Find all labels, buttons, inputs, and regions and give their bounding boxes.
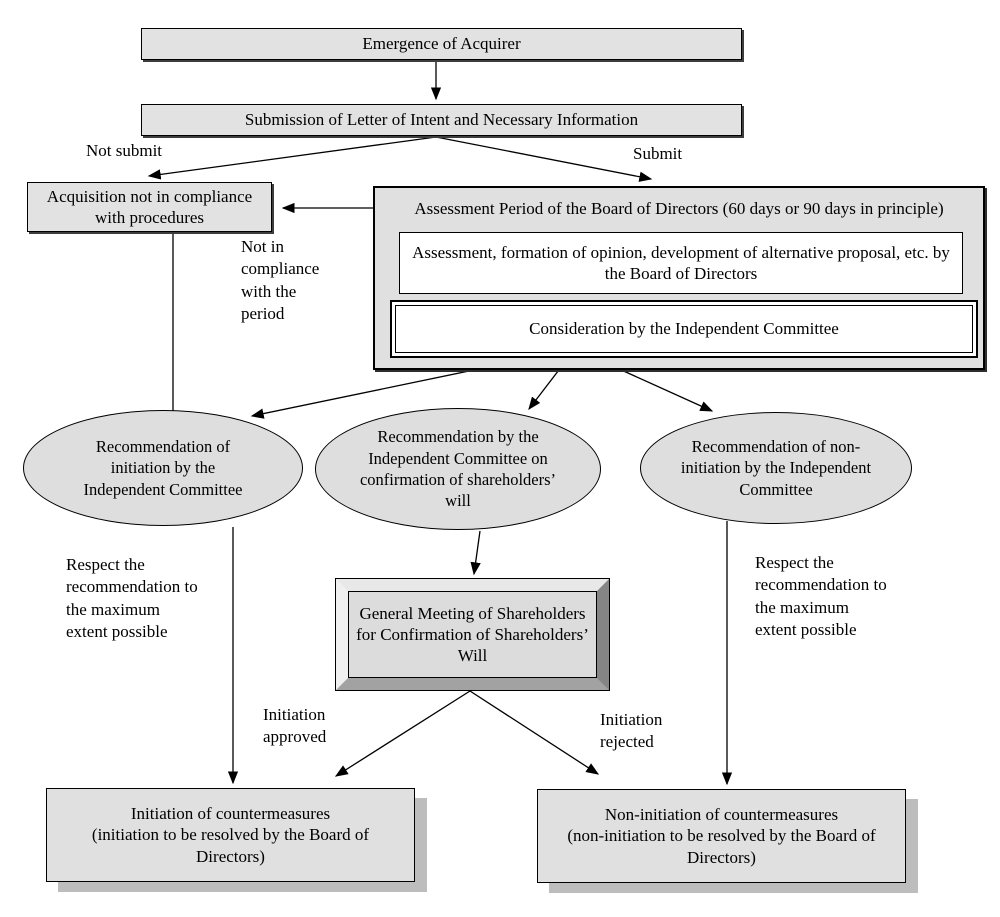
node-submission-label: Submission of Letter of Intent and Necessary Information <box>244 110 639 130</box>
node-board-assessment-label: Assessment, formation of opinion, development of alternative proposal, etc. by the Board of Directors <box>412 242 950 283</box>
label-initiation-rejected-text: Initiation rejected <box>600 710 663 752</box>
node-board-assessment <box>399 232 963 294</box>
node-recommendation-initiation <box>23 410 303 526</box>
arrow-submit <box>436 137 651 179</box>
node-emergence-of-acquirer <box>141 28 742 60</box>
arrow-meeting-rejected <box>470 691 598 774</box>
node-initiation-line1: Initiation of countermeasures <box>130 804 331 824</box>
node-recommendation-confirmation-label: Recommendation by the Independent Committee on confirmation of shareholders’ will <box>359 427 557 511</box>
node-recommendation-initiation-label: Recommendation of initiation by the Independent Committee <box>83 436 243 499</box>
label-respect-recommendation-right <box>755 552 887 642</box>
label-respect-left-text: Respect the recommendation to the maximum extent possible <box>66 555 198 642</box>
node-non-initiation-countermeasures <box>537 789 906 883</box>
node-recommendation-non-initiation <box>640 412 912 524</box>
node-independent-committee-consideration-label: Consideration by the Independent Committee <box>529 319 839 339</box>
assessment-period-title: Assessment Period of the Board of Directors (60 days or 90 days in principle) <box>414 199 944 218</box>
node-acquisition-non-compliance <box>27 182 272 232</box>
label-not-submit: Not submit <box>86 141 163 160</box>
label-respect-recommendation-left <box>66 554 198 644</box>
node-emergence-label: Emergence of Acquirer <box>362 34 521 54</box>
label-submit: Submit <box>633 144 683 163</box>
label-not-in-compliance-period-text: Not in compliance with the period <box>241 237 320 324</box>
label-initiation-rejected <box>600 709 692 754</box>
node-recommendation-non-initiation-label: Recommendation of non-initiation by the Independent Committee <box>680 436 872 499</box>
node-initiation-countermeasures <box>46 788 415 882</box>
label-not-in-compliance-period <box>241 236 341 326</box>
arrow-meeting-approved <box>336 691 470 776</box>
node-acquisition-non-compliance-label: Acquisition not in compliance with procedures <box>46 186 253 227</box>
arrow-confirmation-ellipse-to-meeting <box>474 531 480 574</box>
label-respect-right-text: Respect the recommendation to the maximum extent possible <box>755 553 887 640</box>
node-non-initiation-line1: Non-initiation of countermeasures <box>604 805 839 825</box>
label-initiation-approved-text: Initiation approved <box>263 705 327 747</box>
arrow-not-submit <box>149 137 436 176</box>
node-recommendation-confirmation <box>315 408 601 530</box>
node-submission-of-letter <box>141 104 742 136</box>
node-independent-committee-consideration <box>390 300 978 358</box>
node-non-initiation-line2: (non-initiation to be resolved by the Board of Directors) <box>567 826 876 867</box>
node-general-meeting-label: General Meeting of Shareholders for Confirmation of Shareholders’ Will <box>356 603 589 666</box>
general-meeting-bevel-frame <box>336 579 609 690</box>
node-general-meeting <box>335 578 610 691</box>
node-assessment-period <box>373 186 985 370</box>
node-initiation-line2: (initiation to be resolved by the Board of Directors) <box>91 825 370 866</box>
label-initiation-approved <box>263 704 355 749</box>
